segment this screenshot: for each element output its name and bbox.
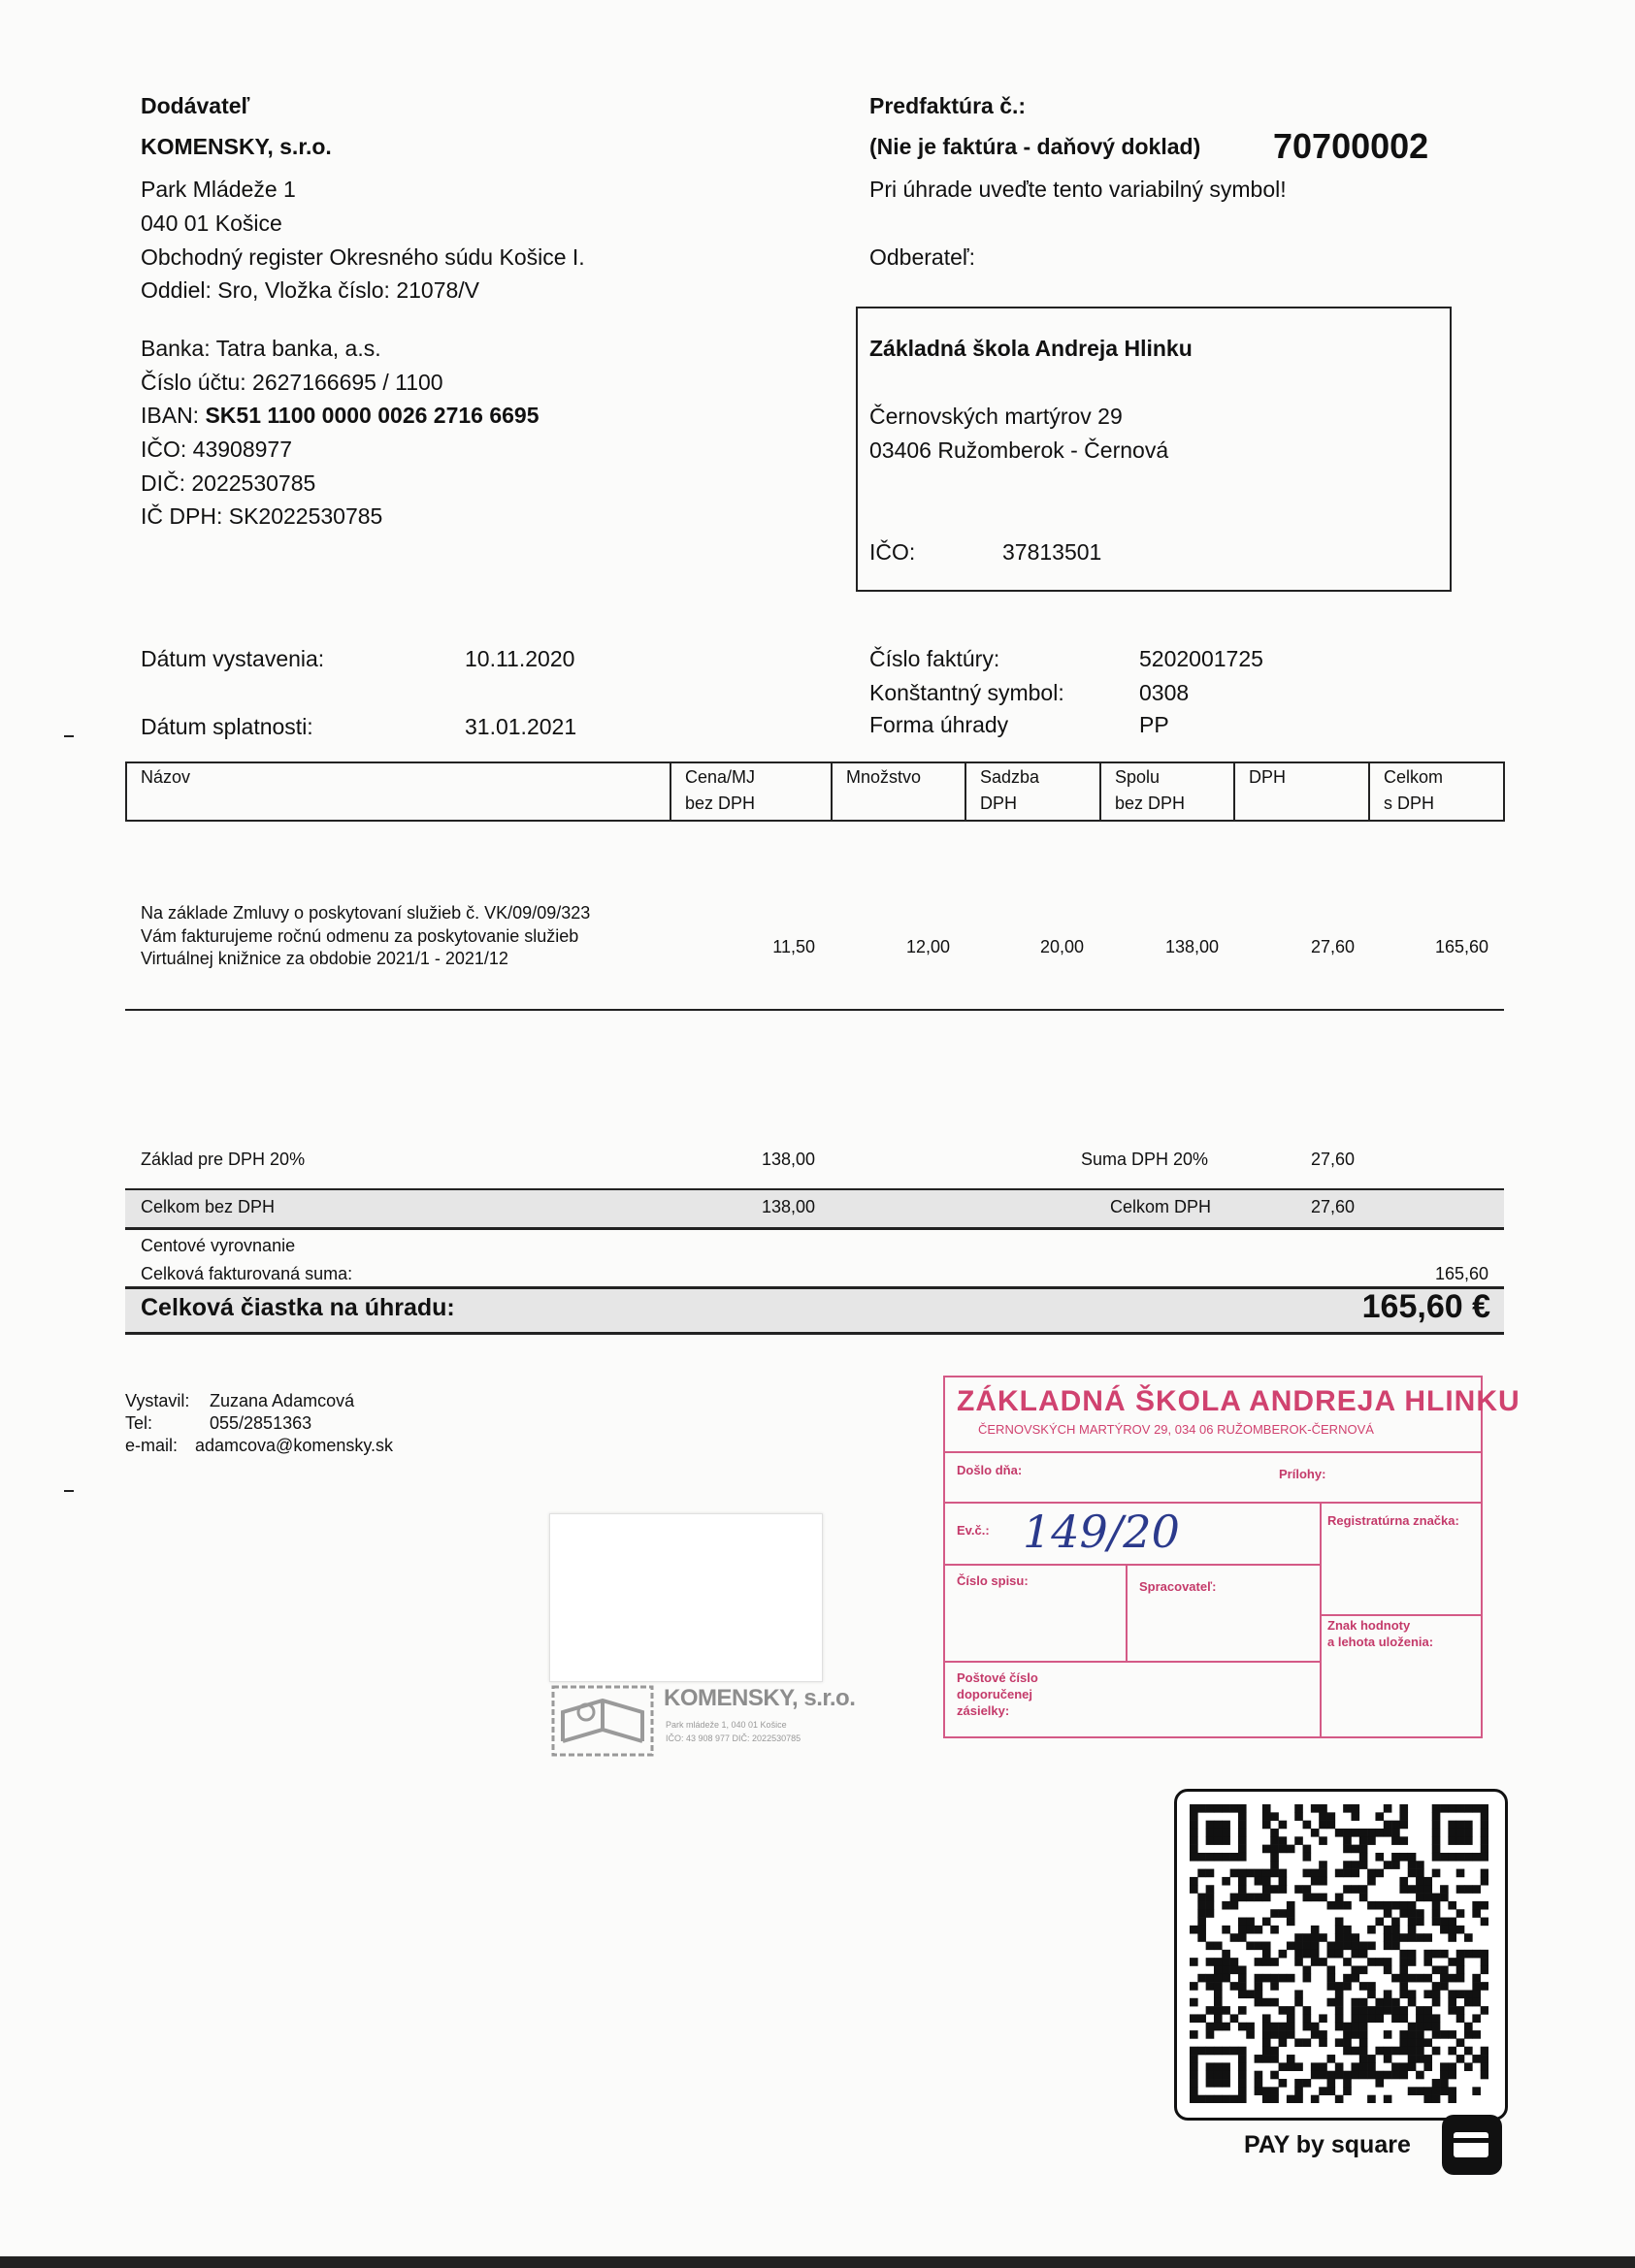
stamp-post3: zásielky: (957, 1703, 1010, 1718)
stamp-handler: Spracovateľ: (1139, 1579, 1217, 1594)
stamp-ev-value: 149/20 (1023, 1506, 1180, 1558)
row-vat: 27,60 (1310, 937, 1355, 956)
supplier-ico: IČO: 43908977 (141, 437, 293, 462)
proforma-number: 70700002 (1273, 126, 1429, 166)
net-total-label: Celkom bez DPH (141, 1197, 276, 1216)
customer-ico-value: 37813501 (1002, 539, 1102, 565)
due-value: 31.01.2021 (465, 714, 577, 739)
payment-form-label: Forma úhrady (869, 712, 1009, 737)
stamp-received: Došlo dňa: (957, 1463, 1023, 1477)
supplier-dic: DIČ: 2022530785 (141, 470, 316, 496)
proforma-note: (Nie je faktúra - daňový doklad) (869, 134, 1201, 159)
iban-label: IBAN: (141, 403, 206, 428)
amount-due-label: Celková čiastka na úhradu: (141, 1294, 455, 1321)
stamp-value-mark1: Znak hodnoty (1327, 1618, 1411, 1633)
row-divider (125, 1009, 1504, 1011)
constant-symbol-value: 0308 (1139, 680, 1190, 705)
paper-sticker (549, 1513, 823, 1682)
vat-sum-label: Suma DPH 20% (1081, 1150, 1209, 1169)
qr-frame[interactable] (1174, 1789, 1508, 2121)
supplier-icdph: IČ DPH: SK2022530785 (141, 503, 383, 529)
invoiced-label: Celková fakturovaná suma: (141, 1264, 353, 1283)
supplier-section: Oddiel: Sro, Vložka číslo: 21078/V (141, 277, 480, 303)
company-stamp-line2: IČO: 43 908 977 DIČ: 2022530785 (666, 1733, 801, 1743)
stamp-ev-label: Ev.č.: (957, 1523, 990, 1538)
issued-label: Dátum vystavenia: (141, 646, 325, 671)
due-label: Dátum splatnosti: (141, 714, 313, 739)
registry-stamp-title: ZÁKLADNÁ ŠKOLA ANDREJA HLINKU (957, 1385, 1521, 1417)
issuer-email-label: e-mail: (125, 1436, 179, 1455)
row-rate: 20,00 (1039, 937, 1084, 956)
customer-street: Černovských martýrov 29 (869, 404, 1123, 429)
iban-value: SK51 1100 0000 0026 2716 6695 (205, 403, 540, 428)
issuer-tel-value: 055/2851363 (210, 1413, 312, 1433)
rounding-label: Centové vyrovnanie (141, 1236, 296, 1255)
issuer-email-value: adamcova@komensky.sk (195, 1436, 394, 1455)
margin-mark (64, 735, 74, 737)
col-price: Cena/MJ bez DPH (670, 763, 831, 820)
company-stamp (549, 1683, 856, 1759)
constant-symbol-label: Konštantný symbol: (869, 680, 1064, 705)
supplier-iban (141, 403, 540, 429)
net-total-value: 138,00 (761, 1197, 815, 1216)
proforma-heading: Predfaktúra č.: (869, 93, 1027, 118)
customer-heading: Odberateľ: (869, 244, 975, 270)
card-icon (1442, 2115, 1502, 2175)
supplier-register: Obchodný register Okresného súdu Košice I. (141, 244, 585, 270)
issuer-by-value: Zuzana Adamcová (210, 1391, 355, 1410)
row-price: 11,50 (772, 937, 815, 956)
proforma-instruction: Pri úhrade uveďte tento variabilný symbol! (869, 177, 1287, 202)
col-total: Celkom s DPH (1368, 763, 1503, 820)
customer-name: Základná škola Andreja Hlinku (869, 336, 1193, 361)
customer-city: 03406 Ružomberok - Černová (869, 437, 1169, 463)
col-qty: Množstvo (831, 763, 965, 820)
stamp-post2: doporučenej (957, 1687, 1033, 1701)
payment-form-value: PP (1139, 712, 1169, 737)
amount-due-value: 165,60 € (1361, 1288, 1490, 1325)
col-name: Názov (141, 767, 191, 787)
summary-divider (125, 1227, 1504, 1230)
company-stamp-name: KOMENSKY, s.r.o. (664, 1685, 856, 1711)
col-vat: DPH (1233, 763, 1368, 820)
qr-caption: PAY by square (1244, 2131, 1411, 2158)
stamp-file-no: Číslo spisu: (957, 1573, 1029, 1588)
row-total: 165,60 (1434, 937, 1488, 956)
vat-base-label: Základ pre DPH 20% (141, 1150, 306, 1169)
table-header (125, 761, 1505, 822)
stamp-attachments: Prílohy: (1279, 1467, 1326, 1481)
invoice-no-label: Číslo faktúry: (869, 646, 1000, 671)
row-desc-line3: Virtuálnej knižnice za obdobie 2021/1 - 2021/12 (141, 949, 508, 968)
vat-sum-value: 27,60 (1310, 1150, 1355, 1169)
qr-code-icon (1190, 1804, 1488, 2103)
row-desc-line1: Na základe Zmluvy o poskytovaní služieb č. VK/09/09/323 (141, 903, 591, 923)
supplier-name: KOMENSKY, s.r.o. (141, 134, 332, 159)
row-desc-line2: Vám fakturujeme ročnú odmenu za poskytovanie služieb (141, 926, 579, 946)
issuer-tel-label: Tel: (125, 1413, 153, 1433)
vat-total-label: Celkom DPH (1110, 1197, 1212, 1216)
issuer-by-label: Vystavil: (125, 1391, 190, 1410)
stamp-reg-mark: Registratúrna značka: (1327, 1513, 1459, 1528)
supplier-heading: Dodávateľ (141, 93, 250, 118)
invoice-no-value: 5202001725 (1139, 646, 1263, 671)
supplier-bank: Banka: Tatra banka, a.s. (141, 336, 381, 361)
registry-stamp (943, 1376, 1521, 1738)
vat-total-value: 27,60 (1310, 1197, 1355, 1216)
margin-mark (64, 1490, 74, 1492)
supplier-street: Park Mládeže 1 (141, 177, 296, 202)
customer-ico-label: IČO: (869, 539, 916, 565)
invoiced-value: 165,60 (1434, 1264, 1488, 1283)
col-rate: Sadzba DPH (965, 763, 1099, 820)
vat-base-value: 138,00 (761, 1150, 815, 1169)
stamp-post1: Poštové číslo (957, 1670, 1038, 1685)
supplier-account: Číslo účtu: 2627166695 / 1100 (141, 370, 443, 395)
col-net: Spolu bez DPH (1099, 763, 1233, 820)
issued-value: 10.11.2020 (465, 646, 575, 671)
company-stamp-line1: Park mládeže 1, 040 01 Košice (666, 1720, 787, 1730)
book-logo-icon (549, 1683, 656, 1759)
registry-stamp-subtitle: ČERNOVSKÝCH MARTÝROV 29, 034 06 RUŽOMBEROK-ČERNOVÁ (978, 1422, 1374, 1437)
row-net: 138,00 (1164, 937, 1219, 956)
supplier-city: 040 01 Košice (141, 211, 282, 236)
stamp-value-mark2: a lehota uloženia: (1327, 1635, 1434, 1649)
scan-edge (0, 2256, 1635, 2268)
row-qty: 12,00 (905, 937, 950, 956)
